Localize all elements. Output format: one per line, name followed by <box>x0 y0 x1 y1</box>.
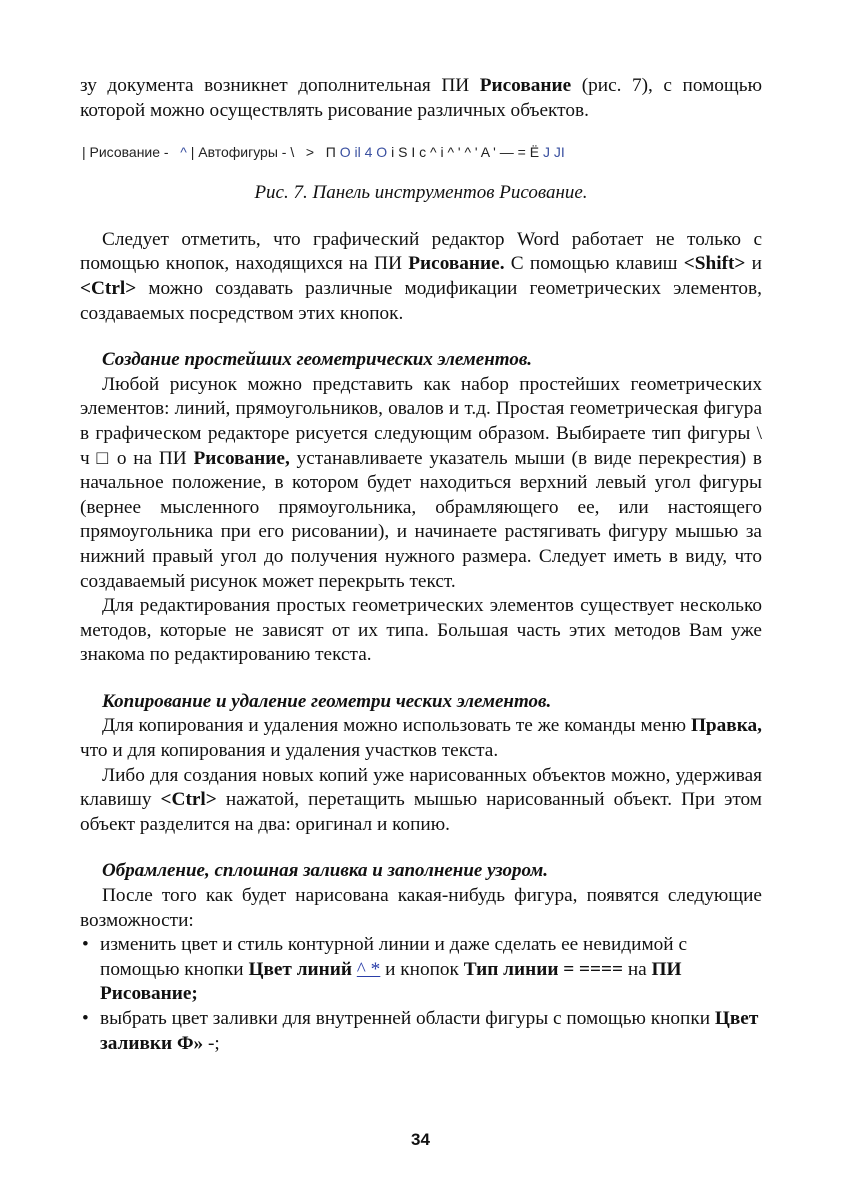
toolbar-chevron-icon: > <box>305 144 315 161</box>
paragraph-3: Для редактирования простых геометрических элементов существует несколько методов, которые не зависят от их типа. Большая часть этих методов Вам уже знакома по редактированию текста. <box>80 595 762 666</box>
toolbar-arrow-icon: ^ <box>180 144 187 161</box>
paragraph-6: После того как будет нарисована какая-нибудь фигура, появятся следующие возможности: <box>80 885 762 931</box>
page-number: 34 <box>411 1130 430 1149</box>
list-item: • выбрать цвет заливки для внутренней области фигуры с помощью кнопки Цвет заливки Ф» -; <box>80 1007 762 1056</box>
list-item: • изменить цвет и стиль контурной линии и даже сделать ее невидимой с помощью кнопки Цвет линий ^ * и кнопок Тип линии = ==== на ПИ Рисование; <box>80 933 762 1007</box>
toolbar-extra-icon: J JI <box>542 144 565 161</box>
toolbar-objects-icon: O il 4 O <box>339 144 388 161</box>
options-list <box>80 933 762 1056</box>
page-content <box>80 74 762 1056</box>
toolbar-drawing-label: | Рисование - <box>82 144 169 161</box>
section-heading-1: Создание простейших геометрических элементов. <box>102 349 533 371</box>
paragraph-1: Следует отметить, что графический редактор Word работает не только с помощью кнопок, находящихся на ПИ Рисование. С помощью клавиш <Shift> и <Ctrl> можно создавать различные модификации геометрических элементов, создаваемых посредством этих кнопок. <box>80 228 762 324</box>
paragraph-4: Для копирования и удаления можно использовать те же команды меню Правка, что и для копирования и удаления участков текста. <box>80 715 762 762</box>
line-color-icon: ^ * <box>356 958 381 980</box>
figure-caption: Рис. 7. Панель инструментов Рисование. <box>254 182 588 204</box>
section-heading-2: Копирование и удаление геометри ческих элементов. <box>102 690 552 712</box>
drawing-toolbar-figure <box>82 141 762 163</box>
toolbar-autoshapes-label: | Автофигуры - \ <box>190 144 295 161</box>
section-heading-3: Обрамление, сплошная заливка и заполнение узором. <box>102 860 548 882</box>
paragraph-2: Любой рисунок можно представить как набор простейших геометрических элементов: линий, прямоугольников, овалов и т.д. Простая геометрическая фигура в графическом редакторе рисуется следующим образом. Выбираете тип фигуры \ ч □ о на ПИ Рисование, устанавливаете указатель мыши (в виде перекрестия) в начальное положение, в котором будет находиться верхний левый угол фигуры (вернее мысленного прямоугольника, обрамляющего ее, или настоящего прямоугольника при его рисовании), и начинаете растягивать фигуру мышью за нижний правый угол до получения нужного размера. Следует иметь в виду, что создаваемый рисунок может перекрыть текст. <box>80 373 762 592</box>
paragraph-5: Либо для создания новых копий уже нарисованных объектов можно, удерживая клавишу <Ctrl> нажатой, перетащить мышью нарисованный объект. При этом объект разделится на два: оригинал и копию. <box>80 764 762 835</box>
fill-color-icon: Ф» <box>172 1032 204 1054</box>
intro-paragraph: зу документа возникнет дополнительная ПИ Рисование (рис. 7), с помощью которой можно осуществлять рисование различных объектов. <box>80 75 762 121</box>
toolbar-format-icon: i S I c ^ i ^ ' ^ ' A ' — = Ё <box>391 144 540 161</box>
toolbar-shapes-icon: П <box>325 144 336 161</box>
